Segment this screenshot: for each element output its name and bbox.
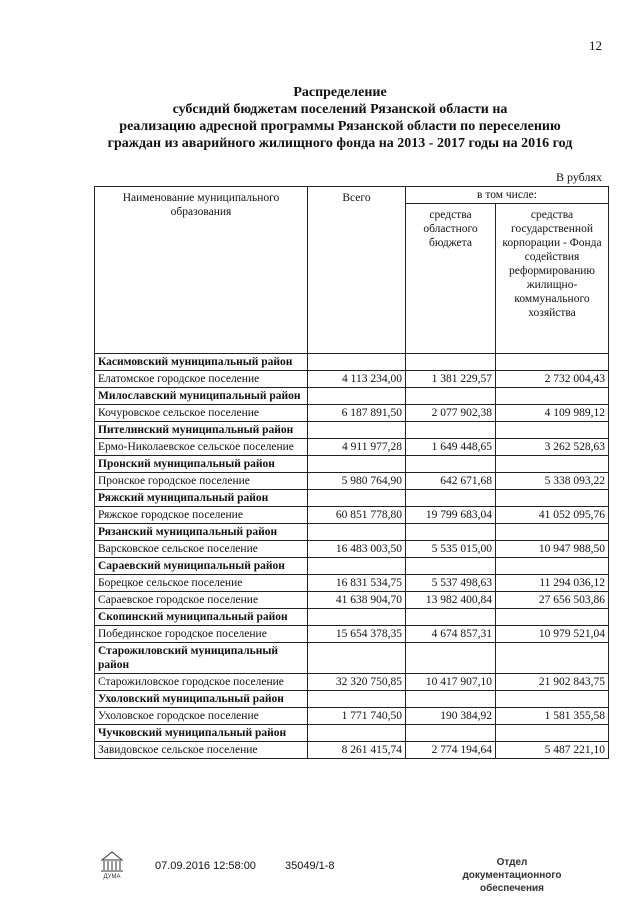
cell-regional: 642 671,68 (406, 473, 496, 490)
cell-name: Сараевский муниципальный район (95, 558, 308, 575)
settlement-row (95, 708, 609, 725)
district-row (95, 558, 609, 575)
cell-fund: 21 902 843,75 (496, 674, 609, 691)
cell-regional (406, 354, 496, 371)
cell-regional (406, 609, 496, 626)
header-regional: средства областного бюджета (406, 204, 496, 354)
duma-emblem-icon (98, 850, 126, 880)
cell-regional: 5 537 498,63 (406, 575, 496, 592)
title-line: граждан из аварийного жилищного фонда на 2013 - 2017 годы на 2016 год (107, 136, 573, 151)
cell-fund: 27 656 503,86 (496, 592, 609, 609)
cell-regional: 190 384,92 (406, 708, 496, 725)
cell-name: Побединское городское поселение (95, 626, 308, 643)
cell-regional (406, 456, 496, 473)
cell-regional: 5 535 015,00 (406, 541, 496, 558)
cell-fund (496, 524, 609, 541)
cell-fund: 5 487 221,10 (496, 742, 609, 759)
cell-name: Елатомское городское поселение (95, 371, 308, 388)
cell-name: Старожиловский муниципальный район (95, 643, 308, 674)
cell-total: 16 483 003,50 (308, 541, 406, 558)
cell-fund (496, 354, 609, 371)
cell-regional (406, 422, 496, 439)
cell-regional: 13 982 400,84 (406, 592, 496, 609)
settlement-row (95, 592, 609, 609)
cell-regional: 4 674 857,31 (406, 626, 496, 643)
cell-fund (496, 422, 609, 439)
cell-name: Ряжский муниципальный район (95, 490, 308, 507)
cell-name: Ермо-Николаевское сельское поселение (95, 439, 308, 456)
cell-total (308, 609, 406, 626)
settlement-row (95, 674, 609, 691)
cell-total (308, 388, 406, 405)
cell-name: Варсковское сельское поселение (95, 541, 308, 558)
cell-fund: 41 052 095,76 (496, 507, 609, 524)
cell-total: 5 980 764,90 (308, 473, 406, 490)
cell-name: Старожиловское городское поселение (95, 674, 308, 691)
cell-regional: 19 799 683,04 (406, 507, 496, 524)
settlement-row (95, 371, 609, 388)
district-row (95, 388, 609, 405)
cell-regional (406, 490, 496, 507)
footer-datetime: 07.09.2016 12:58:00 (155, 860, 256, 872)
cell-regional: 2 077 902,38 (406, 405, 496, 422)
cell-total: 4 911 977,28 (308, 439, 406, 456)
footer-reg-number: 35049/1-8 (285, 860, 335, 872)
cell-fund (496, 456, 609, 473)
cell-fund (496, 490, 609, 507)
settlement-row (95, 742, 609, 759)
cell-name: Ухоловский муниципальный район (95, 691, 308, 708)
district-row (95, 524, 609, 541)
title-line: Распределение (293, 85, 387, 100)
cell-fund: 11 294 036,12 (496, 575, 609, 592)
cell-fund (496, 388, 609, 405)
cell-name: Борецкое сельское поселение (95, 575, 308, 592)
cell-regional: 1 649 448,65 (406, 439, 496, 456)
cell-name: Касимовский муниципальный район (95, 354, 308, 371)
cell-regional (406, 643, 496, 674)
cell-name: Завидовское сельское поселение (95, 742, 308, 759)
cell-total: 1 771 740,50 (308, 708, 406, 725)
cell-name: Пронское городское поселение (95, 473, 308, 490)
cell-regional: 1 381 229,57 (406, 371, 496, 388)
district-row (95, 422, 609, 439)
cell-total: 15 654 378,35 (308, 626, 406, 643)
district-row (95, 609, 609, 626)
cell-name: Кочуровское сельское поселение (95, 405, 308, 422)
cell-fund: 1 581 355,58 (496, 708, 609, 725)
cell-fund (496, 609, 609, 626)
district-row (95, 456, 609, 473)
cell-fund: 10 979 521,04 (496, 626, 609, 643)
page-number: 12 (589, 38, 602, 53)
cell-total (308, 422, 406, 439)
cell-total: 32 320 750,85 (308, 674, 406, 691)
cell-fund: 5 338 093,22 (496, 473, 609, 490)
cell-total (308, 456, 406, 473)
settlement-row (95, 405, 609, 422)
title-line: реализацию адресной программы Рязанской области по переселению (119, 119, 561, 134)
cell-total (308, 490, 406, 507)
cell-regional: 2 774 194,64 (406, 742, 496, 759)
cell-name: Пителинский муниципальный район (95, 422, 308, 439)
district-row (95, 643, 609, 674)
header-including: в том числе: (406, 187, 609, 204)
cell-fund (496, 691, 609, 708)
cell-total: 6 187 891,50 (308, 405, 406, 422)
cell-total (308, 691, 406, 708)
cell-name: Ухоловское городское поселение (95, 708, 308, 725)
cell-name: Сараевское городское поселение (95, 592, 308, 609)
cell-total (308, 558, 406, 575)
cell-fund (496, 643, 609, 674)
district-row (95, 490, 609, 507)
settlement-row (95, 507, 609, 524)
cell-name: Скопинский муниципальный район (95, 609, 308, 626)
header-name: Наименование муниципального образования (95, 187, 308, 354)
units-label: В рублях (555, 170, 602, 184)
cell-regional (406, 524, 496, 541)
cell-name: Милославский муниципальный район (95, 388, 308, 405)
cell-fund (496, 558, 609, 575)
document-title (60, 84, 620, 152)
cell-total: 8 261 415,74 (308, 742, 406, 759)
cell-fund (496, 725, 609, 742)
cell-total (308, 524, 406, 541)
cell-fund: 2 732 004,43 (496, 371, 609, 388)
settlement-row (95, 541, 609, 558)
title-line: субсидий бюджетам поселений Рязанской области на (172, 102, 508, 117)
settlement-row (95, 473, 609, 490)
cell-regional: 10 417 907,10 (406, 674, 496, 691)
settlement-row (95, 439, 609, 456)
cell-regional (406, 725, 496, 742)
footer-department: Отдел документационного обеспечения (462, 857, 562, 894)
cell-total (308, 643, 406, 674)
header-fund: средства государственной корпорации - Фонда содействия реформированию жилищно-коммунального хозяйства (496, 204, 609, 354)
cell-regional (406, 388, 496, 405)
cell-total: 60 851 778,80 (308, 507, 406, 524)
district-row (95, 691, 609, 708)
cell-total (308, 725, 406, 742)
settlement-row (95, 626, 609, 643)
cell-total: 16 831 534,75 (308, 575, 406, 592)
cell-total: 41 638 904,70 (308, 592, 406, 609)
cell-fund: 10 947 988,50 (496, 541, 609, 558)
cell-regional (406, 558, 496, 575)
logo-text: ДУМА (103, 874, 121, 880)
cell-name: Рязанский муниципальный район (95, 524, 308, 541)
cell-name: Чучковский муниципальный район (95, 725, 308, 742)
table-body (95, 354, 609, 759)
district-row (95, 725, 609, 742)
cell-name: Ряжское городское поселение (95, 507, 308, 524)
header-total: Всего (308, 187, 406, 354)
cell-total: 4 113 234,00 (308, 371, 406, 388)
cell-fund: 4 109 989,12 (496, 405, 609, 422)
cell-total (308, 354, 406, 371)
settlement-row (95, 575, 609, 592)
subsidy-table (94, 186, 609, 759)
cell-fund: 3 262 528,63 (496, 439, 609, 456)
district-row (95, 354, 609, 371)
cell-regional (406, 691, 496, 708)
cell-name: Пронский муниципальный район (95, 456, 308, 473)
